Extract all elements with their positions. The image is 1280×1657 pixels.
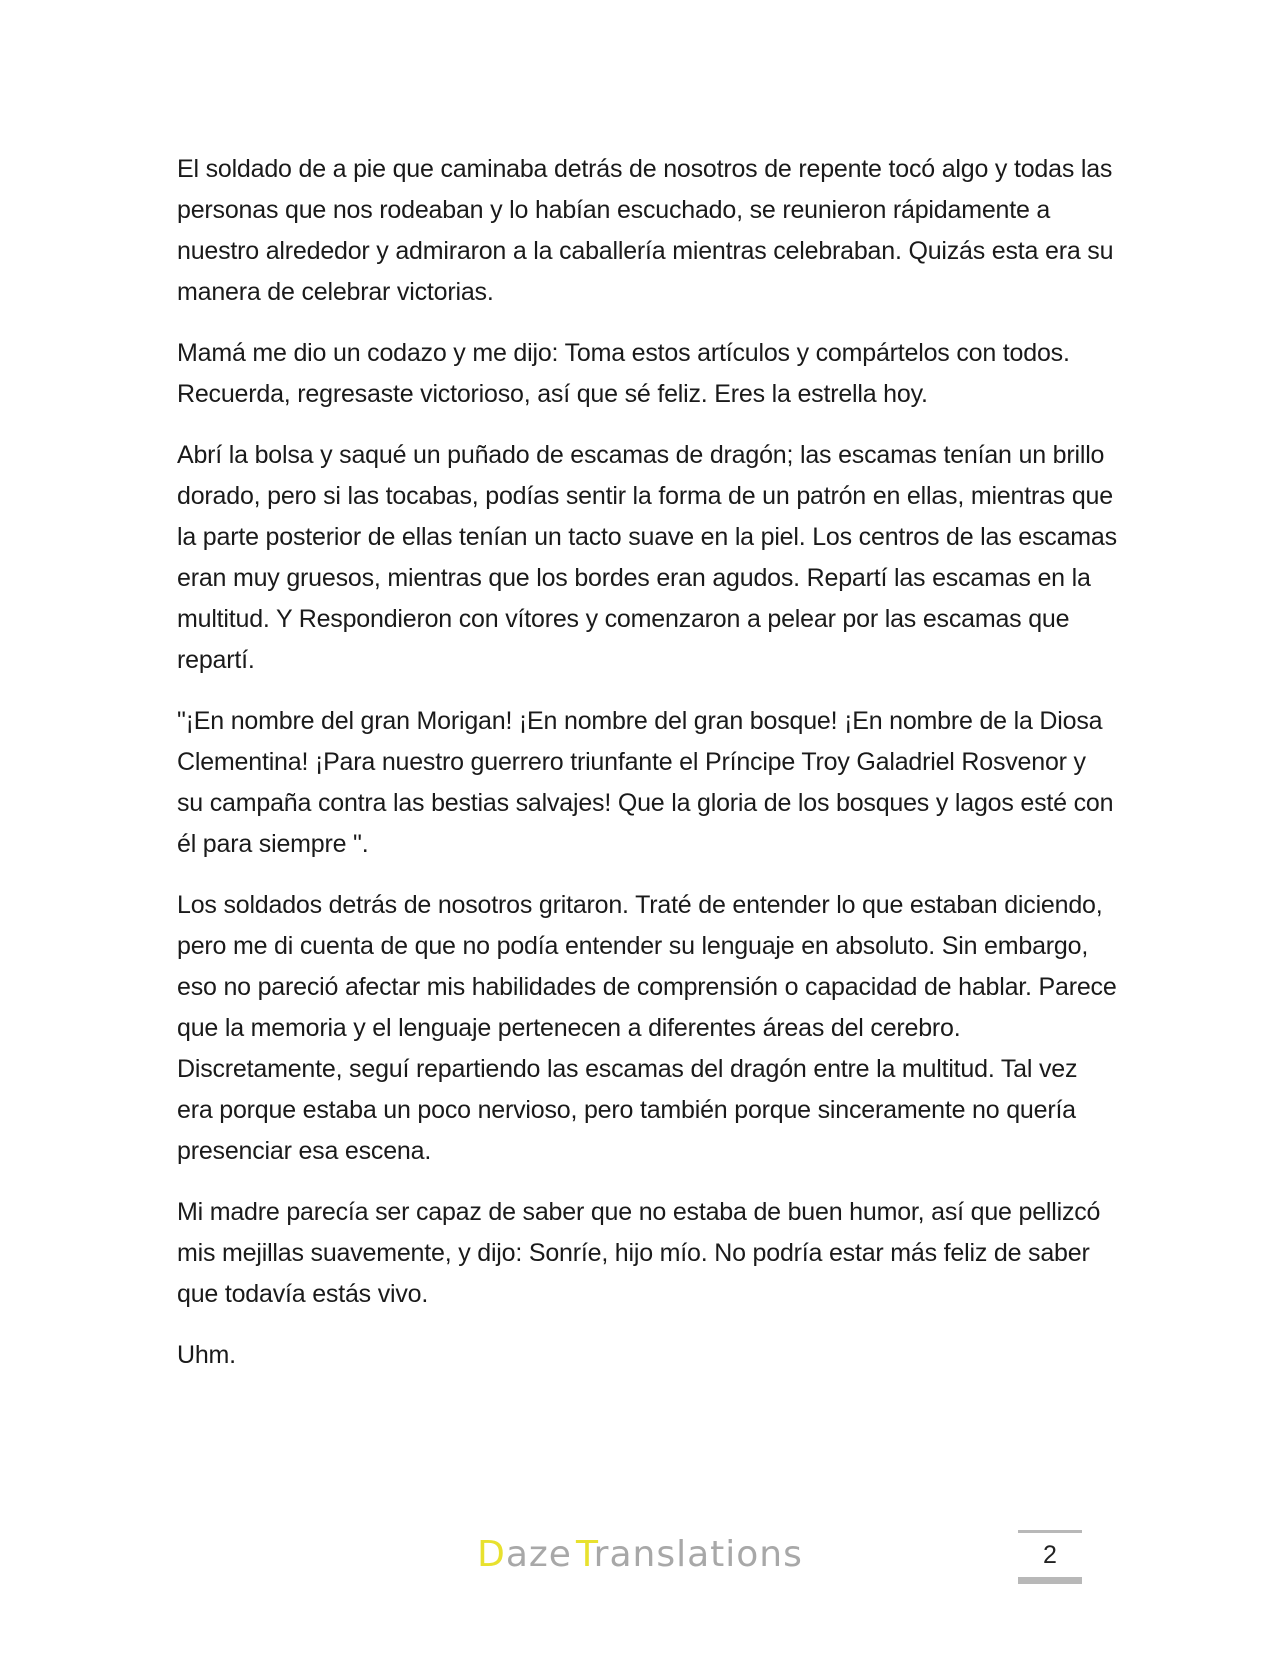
paragraph-3: Abrí la bolsa y saqué un puñado de escamas de dragón; las escamas tenían un brillo dorado, pero si las tocabas, podías sentir la forma de un patrón en ellas, mientras que la parte posterior de ellas tenían un tacto suave en la piel. Los centros de las escamas eran muy gruesos, mientras que los bordes eran agudos. Repartí las escamas en la multitud. Y Respondieron con vítores y comenzaron a pelear por las escamas que repartí.: [177, 441, 1117, 674]
brand-rest-ranslations: ranslations: [593, 1534, 803, 1575]
brand-rest-aze: aze: [505, 1534, 572, 1575]
paragraph-5: Los soldados detrás de nosotros gritaron. Traté de entender lo que estaban diciendo, pero me di cuenta de que no podía entender su lenguaje en absoluto. Sin embargo, eso no pareció afectar mis habilidades de comprensión o capacidad de hablar. Parece que la memoria y el lenguaje pertenecen a diferentes áreas del cerebro. Discretamente, seguí repartiendo las escamas del dragón entre la multitud. Tal vez era porque estaba un poco nervioso, pero también porque sinceramente no quería presenciar esa escena.: [177, 891, 1117, 1165]
brand-word-translations: [576, 1534, 803, 1575]
page-number: [1018, 1530, 1082, 1584]
paragraph-6: Mi madre parecía ser capaz de saber que no estaba de buen humor, así que pellizcó mis mejillas suavemente, y dijo: Sonríe, hijo mío. No podría estar más feliz de saber que todavía estás vivo.: [177, 1198, 1101, 1308]
paragraph-4: "¡En nombre del gran Morigan! ¡En nombre del gran bosque! ¡En nombre de la Diosa Clementina! ¡Para nuestro guerrero triunfante el Príncipe Troy Galadriel Rosvenor y su campaña contra las bestias salvajes! Que la gloria de los bosques y lagos esté con él para siempre ".: [177, 707, 1114, 858]
brand-initial-d: D: [477, 1534, 506, 1575]
paragraph-7: Uhm.: [177, 1341, 236, 1369]
brand-initial-t: T: [575, 1534, 594, 1575]
page-body: [177, 149, 1117, 1396]
footer-brand-logo: [0, 1534, 1280, 1575]
paragraph-2: Mamá me dio un codazo y me dijo: Toma estos artículos y compártelos con todos. Recuerda, regresaste victorioso, así que sé feliz. Eres la estrella hoy.: [177, 339, 1070, 408]
brand-word-daze: [477, 1534, 572, 1575]
page-number-text: 2: [1043, 1540, 1057, 1569]
paragraph-1: El soldado de a pie que caminaba detrás de nosotros de repente tocó algo y todas las personas que nos rodeaban y lo habían escuchado, se reunieron rápidamente a nuestro alrededor y admiraron a la caballería mientras celebraban. Quizás esta era su manera de celebrar victorias.: [177, 155, 1114, 306]
